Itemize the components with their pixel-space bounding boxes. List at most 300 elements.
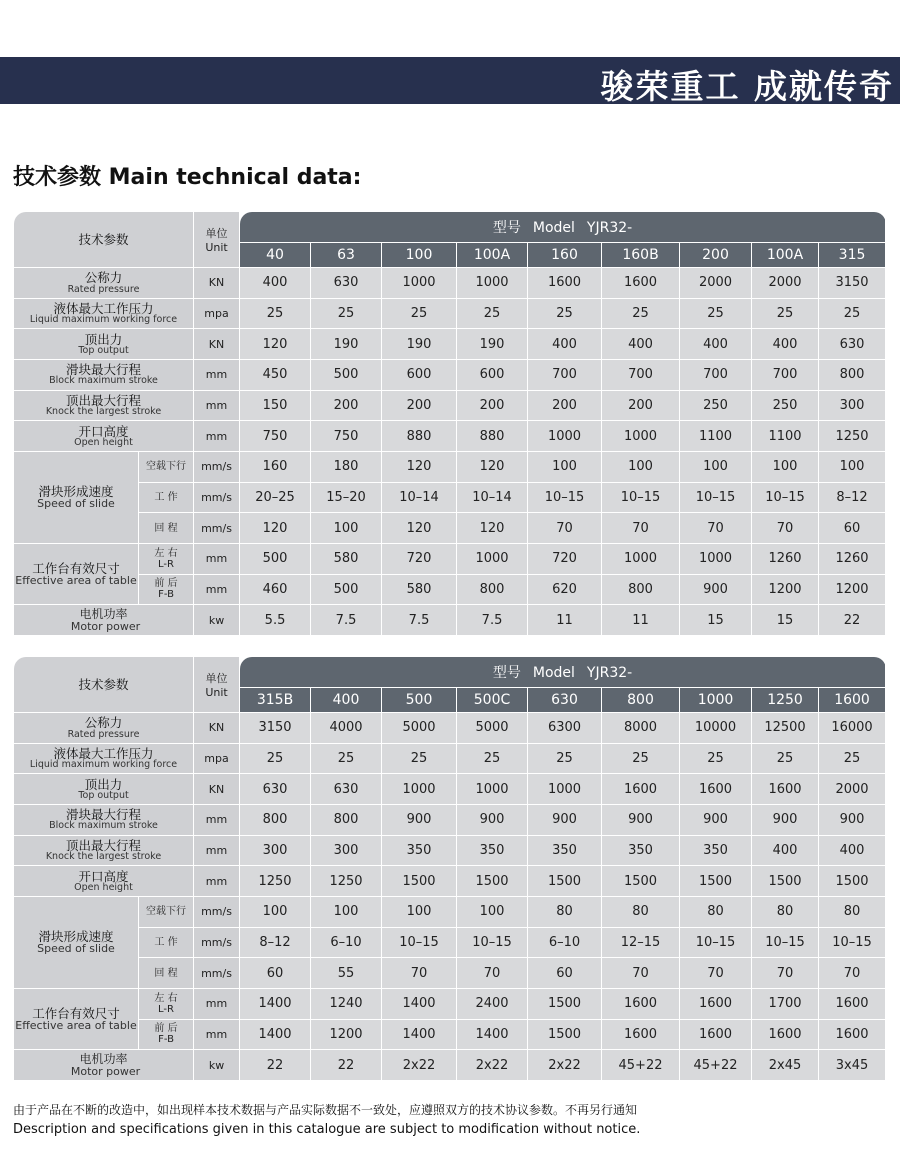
spec-value: 500 <box>240 543 311 574</box>
spec-value: 120 <box>240 329 311 360</box>
model-number: 100A <box>752 242 819 268</box>
row-label-en: Block maximum stroke <box>49 820 158 832</box>
row-unit: mm <box>194 421 240 452</box>
spec-value: 15–20 <box>311 482 382 513</box>
spec-value: 25 <box>819 298 886 329</box>
spec-value: 1500 <box>457 866 528 897</box>
spec-value: 900 <box>752 805 819 836</box>
speed-sub-label: 工 作 <box>139 482 194 513</box>
row-label-zh: 公称力 <box>84 270 123 286</box>
model-prefix: YJR32- <box>586 219 633 236</box>
spec-value: 1700 <box>752 988 819 1019</box>
spec-value: 80 <box>680 897 752 928</box>
spec-value: 25 <box>528 298 602 329</box>
table-area-sub-en: F-B <box>158 589 174 601</box>
param-header <box>14 657 194 713</box>
spec-value: 800 <box>311 805 382 836</box>
param-header-label: 技术参数 <box>78 232 129 248</box>
row-label-zh: 顶出力 <box>84 776 123 792</box>
spec-value: 8–12 <box>240 927 311 958</box>
unit-header <box>194 212 240 268</box>
spec-value: 200 <box>457 390 528 421</box>
spec-value: 2000 <box>680 268 752 299</box>
row-label-en: Motor power <box>70 619 141 633</box>
spec-value: 620 <box>528 574 602 605</box>
spec-value: 100 <box>311 513 382 544</box>
spec-value: 200 <box>311 390 382 421</box>
row-label-en: Motor power <box>70 1064 141 1078</box>
spec-value: 8–12 <box>819 482 886 513</box>
row-label-en: Knock the largest stroke <box>45 851 162 863</box>
row-label-zh: 滑块最大行程 <box>66 807 142 823</box>
spec-value: 10–15 <box>602 482 680 513</box>
spec-value: 1500 <box>752 866 819 897</box>
spec-value: 880 <box>382 421 457 452</box>
row-unit: mm <box>194 835 240 866</box>
spec-value: 70 <box>680 958 752 989</box>
row-unit: mm <box>194 543 240 574</box>
spec-value: 1000 <box>602 421 680 452</box>
spec-value: 1500 <box>382 866 457 897</box>
row-unit: mm <box>194 360 240 391</box>
spec-row-liquid-pressure <box>14 743 886 774</box>
speed-group-label <box>14 897 139 989</box>
spec-value: 10000 <box>680 713 752 744</box>
spec-row-table-fb <box>14 574 886 605</box>
spec-value: 700 <box>752 360 819 391</box>
spec-value: 250 <box>680 390 752 421</box>
spec-row-speed-idle <box>14 897 886 928</box>
spec-value: 100 <box>457 897 528 928</box>
spec-value: 10–15 <box>382 927 457 958</box>
page-title: 技术参数 Main technical data: <box>13 165 362 190</box>
model-number: 1600 <box>819 687 886 713</box>
spec-value: 25 <box>819 743 886 774</box>
spec-row-open-height <box>14 866 886 897</box>
spec-value: 350 <box>457 835 528 866</box>
spec-row-speed-idle <box>14 452 886 483</box>
spec-value: 100 <box>311 897 382 928</box>
spec-value: 450 <box>240 360 311 391</box>
spec-value: 1000 <box>457 543 528 574</box>
spec-value: 1500 <box>602 866 680 897</box>
spec-value: 25 <box>680 743 752 774</box>
spec-value: 8000 <box>602 713 680 744</box>
unit-header <box>194 657 240 713</box>
spec-row-motor <box>14 605 886 636</box>
row-label <box>14 421 194 452</box>
row-label <box>14 713 194 744</box>
spec-value: 900 <box>382 805 457 836</box>
spec-value: 1000 <box>382 268 457 299</box>
row-label <box>14 774 194 805</box>
spec-value: 100 <box>240 897 311 928</box>
spec-row-table-lr <box>14 988 886 1019</box>
spec-value: 10–14 <box>457 482 528 513</box>
spec-row-table-fb <box>14 1019 886 1050</box>
row-label <box>14 743 194 774</box>
spec-row-rated-pressure <box>14 268 886 299</box>
spec-value: 1500 <box>528 866 602 897</box>
spec-row-liquid-pressure <box>14 298 886 329</box>
row-label <box>14 1050 194 1081</box>
spec-row-speed-return <box>14 958 886 989</box>
spec-value: 25 <box>680 298 752 329</box>
spec-value: 4000 <box>311 713 382 744</box>
spec-row-table-lr <box>14 543 886 574</box>
spec-value: 900 <box>680 574 752 605</box>
spec-value: 400 <box>752 835 819 866</box>
spec-value: 630 <box>819 329 886 360</box>
speed-sub-label: 空载下行 <box>139 452 194 483</box>
row-label <box>14 390 194 421</box>
spec-value: 55 <box>311 958 382 989</box>
spec-value: 1400 <box>382 988 457 1019</box>
row-label-en: Open height <box>74 881 133 893</box>
row-unit: mm/s <box>194 927 240 958</box>
spec-value: 70 <box>680 513 752 544</box>
spec-value: 60 <box>240 958 311 989</box>
spec-value: 1000 <box>528 774 602 805</box>
unit-header-zh: 单位 <box>205 672 228 686</box>
spec-value: 1400 <box>457 1019 528 1050</box>
spec-value: 350 <box>602 835 680 866</box>
row-label-zh: 公称力 <box>84 715 123 731</box>
spec-value: 12500 <box>752 713 819 744</box>
model-number: 800 <box>602 687 680 713</box>
table-area-sub-zh: 前 后 <box>154 1023 178 1035</box>
model-label-zh: 型号 <box>492 219 521 236</box>
table-area-sub <box>139 543 194 574</box>
spec-value: 300 <box>819 390 886 421</box>
spec-value: 700 <box>680 360 752 391</box>
table-area-label-en: Effective area of table <box>15 1018 137 1032</box>
spec-row-open-height <box>14 421 886 452</box>
spec-value: 180 <box>311 452 382 483</box>
disclaimer-en: Description and specifications given in this catalogue are subject to modification without notice. <box>13 1122 641 1137</box>
spec-value: 150 <box>240 390 311 421</box>
spec-value: 460 <box>240 574 311 605</box>
spec-row-block-stroke <box>14 805 886 836</box>
spec-value: 200 <box>382 390 457 421</box>
row-unit: mm/s <box>194 958 240 989</box>
spec-value: 700 <box>528 360 602 391</box>
spec-value: 1400 <box>240 1019 311 1050</box>
spec-value: 25 <box>240 298 311 329</box>
spec-value: 720 <box>382 543 457 574</box>
spec-value: 630 <box>311 774 382 805</box>
spec-value: 5000 <box>457 713 528 744</box>
row-label-en: Rated pressure <box>67 728 140 740</box>
row-unit: mm <box>194 574 240 605</box>
spec-value: 1600 <box>752 774 819 805</box>
row-unit: KN <box>194 268 240 299</box>
spec-value: 3150 <box>819 268 886 299</box>
spec-value: 10–15 <box>528 482 602 513</box>
spec-value: 1260 <box>819 543 886 574</box>
row-label-zh: 电机功率 <box>79 607 128 622</box>
spec-value: 1000 <box>602 543 680 574</box>
spec-value: 1100 <box>752 421 819 452</box>
spec-value: 6–10 <box>311 927 382 958</box>
spec-value: 22 <box>240 1050 311 1081</box>
table-area-sub-en: F-B <box>158 1034 174 1046</box>
unit-header-en: Unit <box>205 241 228 255</box>
spec-value: 2000 <box>752 268 819 299</box>
speed-sub-label: 工 作 <box>139 927 194 958</box>
spec-value: 190 <box>457 329 528 360</box>
spec-value: 880 <box>457 421 528 452</box>
model-label-en: Model <box>532 219 575 236</box>
row-label-zh: 顶出最大行程 <box>66 838 142 853</box>
spec-value: 10–15 <box>680 927 752 958</box>
spec-value: 1000 <box>382 774 457 805</box>
spec-value: 100 <box>602 452 680 483</box>
speed-label-zh: 滑块形成速度 <box>38 484 114 500</box>
spec-value: 10–15 <box>752 482 819 513</box>
spec-value: 350 <box>680 835 752 866</box>
spec-value: 1600 <box>680 988 752 1019</box>
spec-value: 900 <box>819 805 886 836</box>
spec-value: 1000 <box>528 421 602 452</box>
spec-value: 200 <box>528 390 602 421</box>
spec-value: 700 <box>602 360 680 391</box>
spec-value: 60 <box>528 958 602 989</box>
spec-value: 70 <box>602 958 680 989</box>
spec-value: 25 <box>457 298 528 329</box>
spec-value: 250 <box>752 390 819 421</box>
row-unit: mm/s <box>194 482 240 513</box>
spec-row-top-output <box>14 329 886 360</box>
model-label-zh: 型号 <box>492 664 521 681</box>
model-number: 200 <box>680 242 752 268</box>
spec-value: 400 <box>752 329 819 360</box>
spec-value: 400 <box>528 329 602 360</box>
spec-row-block-stroke <box>14 360 886 391</box>
model-prefix: YJR32- <box>586 664 633 681</box>
row-unit: kw <box>194 1050 240 1081</box>
spec-value: 25 <box>382 743 457 774</box>
row-label <box>14 835 194 866</box>
spec-value: 100 <box>382 897 457 928</box>
speed-group-label <box>14 452 139 544</box>
spec-value: 10–14 <box>382 482 457 513</box>
row-unit: KN <box>194 774 240 805</box>
model-number: 315B <box>240 687 311 713</box>
model-number: 160 <box>528 242 602 268</box>
spec-value: 2x45 <box>752 1050 819 1081</box>
spec-value: 15 <box>680 605 752 636</box>
spec-value: 600 <box>457 360 528 391</box>
model-number: 500 <box>382 687 457 713</box>
spec-value: 45+22 <box>602 1050 680 1081</box>
row-unit: KN <box>194 713 240 744</box>
spec-value: 16000 <box>819 713 886 744</box>
spec-value: 120 <box>382 513 457 544</box>
spec-value: 25 <box>602 743 680 774</box>
row-label <box>14 866 194 897</box>
spec-value: 1000 <box>680 543 752 574</box>
spec-value: 580 <box>382 574 457 605</box>
spec-value: 2x22 <box>528 1050 602 1081</box>
spec-row-motor <box>14 1050 886 1081</box>
speed-label-en: Speed of slide <box>37 497 115 511</box>
spec-value: 1500 <box>528 1019 602 1050</box>
model-number: 40 <box>240 242 311 268</box>
spec-value: 1600 <box>602 268 680 299</box>
table-area-label-zh: 工作台有效尺寸 <box>32 1005 120 1021</box>
spec-value: 500 <box>311 360 382 391</box>
row-unit: mpa <box>194 743 240 774</box>
table-area-sub-zh: 左 右 <box>154 547 178 559</box>
spec-value: 2400 <box>457 988 528 1019</box>
spec-value: 120 <box>457 513 528 544</box>
spec-value: 1100 <box>680 421 752 452</box>
row-unit: mm <box>194 390 240 421</box>
spec-value: 60 <box>819 513 886 544</box>
disclaimer-zh: 由于产品在不断的改造中，如出现样本技术数据与产品实际数据不一致处，应遵照双方的技术协议参数。不再另行通知 <box>13 1103 638 1117</box>
model-header <box>240 212 886 243</box>
model-number: 100A <box>457 242 528 268</box>
table-area-sub <box>139 574 194 605</box>
spec-value: 720 <box>528 543 602 574</box>
table-area-label-zh: 工作台有效尺寸 <box>32 560 120 576</box>
spec-value: 80 <box>602 897 680 928</box>
spec-value: 70 <box>457 958 528 989</box>
model-number: 1250 <box>752 687 819 713</box>
speed-sub-label: 回 程 <box>139 513 194 544</box>
spec-row-top-output <box>14 774 886 805</box>
param-header <box>14 212 194 268</box>
spec-value: 1200 <box>311 1019 382 1050</box>
param-header-label: 技术参数 <box>78 677 129 693</box>
spec-value: 800 <box>602 574 680 605</box>
spec-value: 25 <box>752 298 819 329</box>
spec-value: 600 <box>382 360 457 391</box>
spec-value: 190 <box>382 329 457 360</box>
model-label-en: Model <box>532 664 575 681</box>
model-number: 400 <box>311 687 382 713</box>
spec-value: 70 <box>382 958 457 989</box>
spec-value: 70 <box>602 513 680 544</box>
spec-value: 750 <box>240 421 311 452</box>
spec-value: 80 <box>819 897 886 928</box>
spec-value: 70 <box>528 513 602 544</box>
spec-value: 1000 <box>457 268 528 299</box>
spec-value: 1250 <box>311 866 382 897</box>
row-label-zh: 滑块最大行程 <box>66 362 142 378</box>
spec-value: 900 <box>528 805 602 836</box>
spec-value: 350 <box>528 835 602 866</box>
spec-value: 400 <box>819 835 886 866</box>
row-label-zh: 顶出最大行程 <box>66 393 142 408</box>
spec-value: 500 <box>311 574 382 605</box>
spec-value: 25 <box>240 743 311 774</box>
spec-value: 25 <box>752 743 819 774</box>
spec-value: 1500 <box>528 988 602 1019</box>
spec-value: 1600 <box>680 1019 752 1050</box>
model-number: 63 <box>311 242 382 268</box>
table-area-sub <box>139 1019 194 1050</box>
row-label-zh: 顶出力 <box>84 331 123 347</box>
row-unit: mm <box>194 866 240 897</box>
spec-value: 1600 <box>819 1019 886 1050</box>
spec-value: 1250 <box>240 866 311 897</box>
spec-value: 800 <box>819 360 886 391</box>
spec-value: 22 <box>819 605 886 636</box>
row-label-en: Block maximum stroke <box>49 375 158 387</box>
spec-value: 100 <box>752 452 819 483</box>
spec-value: 100 <box>680 452 752 483</box>
spec-value: 45+22 <box>680 1050 752 1081</box>
unit-header-zh: 单位 <box>205 227 228 241</box>
banner-slogan: 骏荣重工 成就传奇 <box>600 67 894 106</box>
disclaimer-note <box>13 1100 640 1140</box>
row-label-en: Rated pressure <box>67 283 140 295</box>
spec-value: 10–15 <box>819 927 886 958</box>
spec-value: 7.5 <box>311 605 382 636</box>
spec-value: 900 <box>680 805 752 836</box>
spec-value: 80 <box>528 897 602 928</box>
model-number: 100 <box>382 242 457 268</box>
spec-value: 1600 <box>528 268 602 299</box>
spec-value: 70 <box>752 958 819 989</box>
spec-value: 6–10 <box>528 927 602 958</box>
spec-row-speed-work <box>14 927 886 958</box>
spec-value: 750 <box>311 421 382 452</box>
spec-value: 11 <box>528 605 602 636</box>
table-area-sub-zh: 左 右 <box>154 992 178 1004</box>
spec-value: 25 <box>311 298 382 329</box>
row-label-zh: 液体最大工作压力 <box>53 746 154 762</box>
table-area-sub-en: L-R <box>158 558 174 570</box>
model-number: 500C <box>457 687 528 713</box>
spec-value: 1240 <box>311 988 382 1019</box>
spec-value: 900 <box>457 805 528 836</box>
row-label-en: Top output <box>78 344 129 356</box>
spec-value: 580 <box>311 543 382 574</box>
spec-table-2 <box>13 656 886 1081</box>
spec-table-1 <box>13 211 886 636</box>
row-label <box>14 298 194 329</box>
row-label-en: Open height <box>74 436 133 448</box>
table-area-label <box>14 543 139 604</box>
spec-value: 300 <box>240 835 311 866</box>
row-label-zh: 液体最大工作压力 <box>53 301 154 317</box>
spec-value: 5000 <box>382 713 457 744</box>
table-area-sub-zh: 前 后 <box>154 578 178 590</box>
row-label <box>14 605 194 636</box>
spec-value: 1600 <box>602 1019 680 1050</box>
table-area-label-en: Effective area of table <box>15 573 137 587</box>
spec-value: 3x45 <box>819 1050 886 1081</box>
row-label-en: Liquid maximum working force <box>29 314 178 326</box>
spec-value: 350 <box>382 835 457 866</box>
spec-value: 400 <box>240 268 311 299</box>
row-unit: mm <box>194 1019 240 1050</box>
model-number: 630 <box>528 687 602 713</box>
spec-value: 25 <box>457 743 528 774</box>
spec-value: 160 <box>240 452 311 483</box>
row-label <box>14 805 194 836</box>
row-unit: mm/s <box>194 452 240 483</box>
spec-value: 100 <box>819 452 886 483</box>
table-area-label <box>14 988 139 1049</box>
spec-value: 800 <box>240 805 311 836</box>
spec-value: 1400 <box>382 1019 457 1050</box>
model-number: 315 <box>819 242 886 268</box>
spec-value: 20–25 <box>240 482 311 513</box>
